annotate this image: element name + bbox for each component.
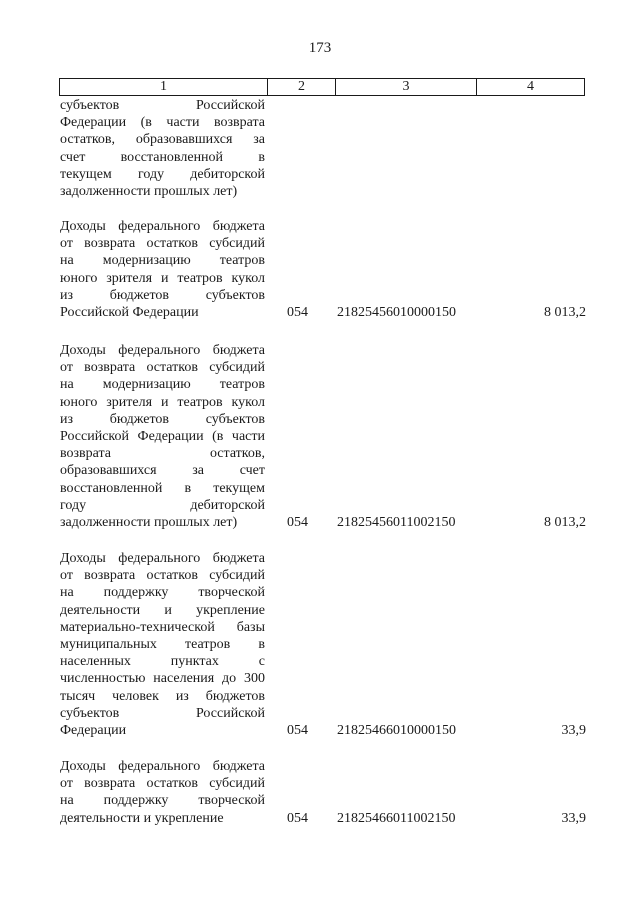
row-kbk: 21825456010000150 [337,305,456,320]
table-header [59,78,585,96]
description-line: на модернизацию театров [60,377,265,393]
row-amount: 33,9 [561,723,586,738]
header-col-3: 3 [335,79,476,95]
description-line: от возврата остатков субсидий [60,236,265,252]
description-line: деятельности и укрепление [60,810,224,826]
description-line: на поддержку творческой [60,793,265,809]
row-code: 054 [287,723,308,738]
description-line: образовавшихся за счет [60,463,265,479]
description-line: Федерации (в части возврата [60,115,265,131]
row-kbk: 21825466011002150 [337,810,456,826]
description-line: от возврата остатков субсидий [60,568,265,584]
header-col-4: 4 [476,79,584,95]
description-line: населенных пунктах с [60,654,265,670]
description-line: Доходы федерального бюджета [60,759,265,774]
description-line: возврата остатков, [60,446,265,462]
row-kbk: 21825456011002150 [337,515,456,530]
row-amount: 8 013,2 [544,305,586,320]
description-line: численностью населения до 300 [60,671,265,687]
header-col-2: 2 [267,79,335,95]
row-kbk: 21825466010000150 [337,723,456,738]
description-line: юного зрителя и театров кукол [60,394,265,410]
description-line: Доходы федерального бюджета [60,551,265,566]
description-line: муниципальных театров в [60,637,265,653]
description-line: материально-технической базы [60,619,265,635]
row-description [60,758,265,827]
table-row [60,550,586,739]
description-line: из бюджетов субъектов [60,287,265,303]
description-line: задолженности прошлых лет) [60,515,238,531]
table-row [60,218,586,321]
description-line: от возврата остатков субсидий [60,776,265,792]
row-amount: 33,9 [561,810,586,826]
description-line: Доходы федерального бюджета [60,219,265,234]
description-line: тысяч человек из бюджетов [60,688,265,704]
description-line: из бюджетов субъектов [60,411,265,427]
description-line: субъектов Российской [60,705,265,721]
description-line: Федерации [60,723,127,739]
description-line: от возврата остатков субсидий [60,360,265,376]
description-line: Российской Федерации [60,305,199,321]
row-code: 054 [287,305,308,320]
description-line: счет восстановленной в [60,149,265,165]
description-line: Доходы федерального бюджета [60,343,265,358]
row-amount: 8 013,2 [544,515,586,530]
description-line: году дебиторской [60,497,265,513]
row-description [60,218,265,321]
row-description [60,550,265,739]
description-line: восстановленной в текущем [60,480,265,496]
description-line: юного зрителя и театров кукол [60,270,265,286]
row-description [60,342,265,531]
description-line: на модернизацию театров [60,253,265,269]
description-line: деятельности и укрепление [60,602,265,618]
description-line: субъектов Российской [60,98,265,113]
row-code: 054 [287,515,308,530]
description-line: остатков, образовавшихся за [60,132,265,148]
table-row [60,342,586,531]
description-line: текущем году дебиторской [60,166,265,182]
row-code: 054 [287,810,308,826]
row-description [60,97,265,200]
description-line: Российской Федерации (в части [60,429,265,445]
table-row [60,758,586,827]
table-row [60,97,586,200]
page-number: 173 [308,40,332,56]
description-line: задолженности прошлых лет) [60,184,238,200]
header-col-1: 1 [160,79,167,94]
description-line: на поддержку творческой [60,585,265,601]
